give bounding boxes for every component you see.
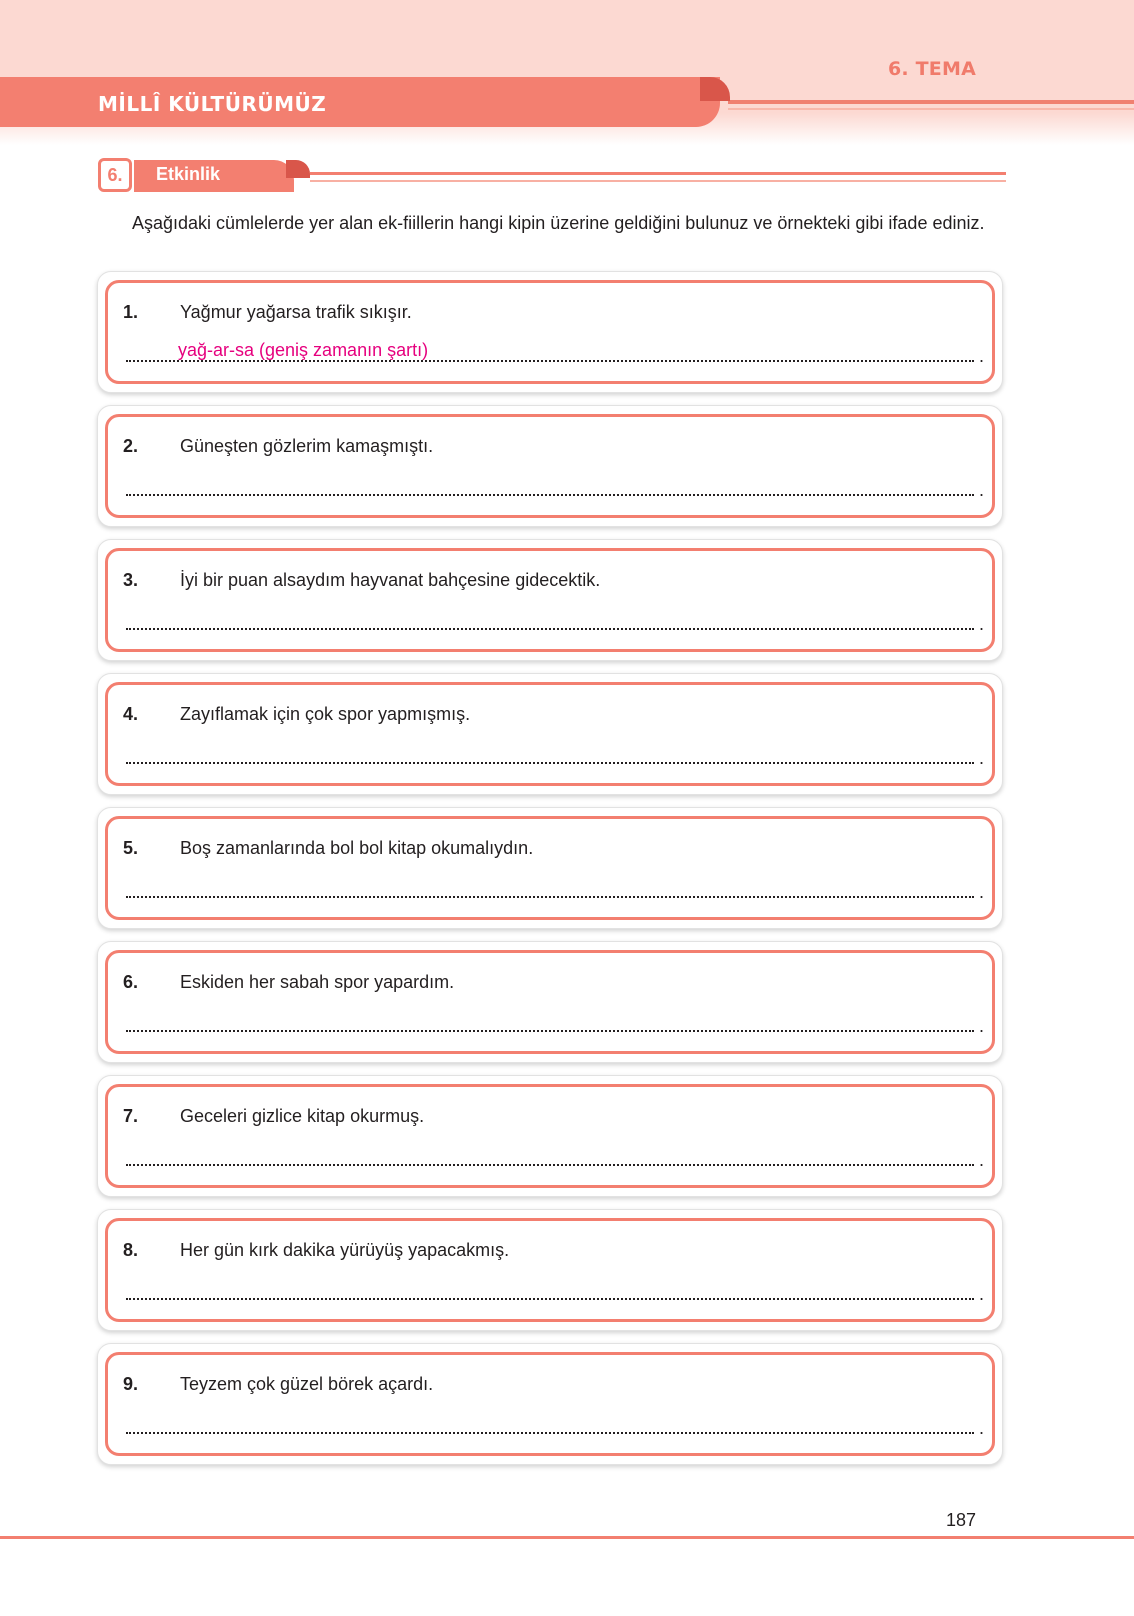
item-sentence: Geceleri gizlice kitap okurmuş. [180, 1106, 425, 1126]
item-number: 6. [123, 972, 139, 992]
answer-line[interactable] [126, 484, 974, 496]
answer-line-end: . [978, 1150, 984, 1170]
exercise-item [97, 807, 1003, 929]
exercise-list [97, 271, 1005, 1477]
exercise-item [97, 1343, 1003, 1465]
exercise-frame [105, 1352, 995, 1456]
answer-line-end: . [978, 748, 984, 768]
theme-label: 6. TEMA [887, 58, 976, 80]
answer-line-end: . [978, 1284, 984, 1304]
exercise-item [97, 1075, 1003, 1197]
activity-label: Etkinlik [156, 164, 221, 184]
answer-line-end: . [978, 882, 984, 902]
item-sentence: Eskiden her sabah spor yapardım. [180, 972, 455, 992]
answer-line[interactable] [126, 1422, 974, 1434]
item-sentence: Zayıflamak için çok spor yapmışmış. [180, 704, 471, 724]
theme-rule [728, 100, 1134, 104]
item-sentence: İyi bir puan alsaydım hayvanat bahçesine gidecektik. [180, 570, 601, 590]
activity-tab-fold [286, 160, 310, 178]
item-number: 8. [123, 1240, 139, 1260]
instruction-text: Aşağıdaki cümlelerde yer alan ek-fiillerin hangi kipin üzerine geldiğini bulunuz ve örnekteki gibi ifade ediniz. [132, 213, 985, 233]
exercise-item [97, 271, 1003, 393]
activity-rule [310, 172, 1006, 175]
exercise-frame [105, 1084, 995, 1188]
item-sentence: Boş zamanlarında bol bol kitap okumalıydın. [180, 838, 534, 858]
answer-line-end: . [978, 346, 984, 366]
item-sentence: Teyzem çok güzel börek açardı. [180, 1374, 434, 1394]
activity-rule-thin [310, 180, 1006, 182]
item-sentence: Güneşten gözlerim kamaşmıştı. [180, 436, 434, 456]
answer-line[interactable] [126, 1288, 974, 1300]
activity-number: 6. [98, 158, 132, 192]
answer-line[interactable] [126, 1154, 974, 1166]
exercise-item [97, 941, 1003, 1063]
exercise-frame [105, 548, 995, 652]
exercise-item [97, 673, 1003, 795]
item-number: 5. [123, 838, 139, 858]
item-number: 7. [123, 1106, 139, 1126]
item-number: 2. [123, 436, 139, 456]
answer-line-end: . [978, 480, 984, 500]
footer-rule [0, 1536, 1134, 1539]
item-number: 4. [123, 704, 139, 724]
exercise-item [97, 1209, 1003, 1331]
page-number: 187 [945, 1510, 976, 1530]
exercise-frame [105, 816, 995, 920]
answer-line[interactable] [126, 1020, 974, 1032]
answer-line[interactable] [126, 886, 974, 898]
item-answer: yağ-ar-sa (geniş zamanın şartı) [178, 340, 429, 360]
exercise-frame [105, 682, 995, 786]
item-number: 9. [123, 1374, 139, 1394]
answer-line-end: . [978, 614, 984, 634]
unit-title: MİLLÎ KÜLTÜRÜMÜZ [98, 92, 327, 116]
answer-line-end: . [978, 1016, 984, 1036]
answer-line[interactable] [126, 618, 974, 630]
exercise-frame [105, 280, 995, 384]
exercise-frame [105, 414, 995, 518]
exercise-frame [105, 1218, 995, 1322]
item-number: 1. [123, 302, 139, 322]
exercise-item [97, 405, 1003, 527]
exercise-item [97, 539, 1003, 661]
item-number: 3. [123, 570, 139, 590]
item-sentence: Yağmur yağarsa trafik sıkışır. [180, 302, 412, 322]
answer-line[interactable] [126, 752, 974, 764]
item-sentence: Her gün kırk dakika yürüyüş yapacakmış. [180, 1240, 510, 1260]
exercise-frame [105, 950, 995, 1054]
theme-rule-thin [728, 108, 1134, 110]
answer-line-end: . [978, 1418, 984, 1438]
